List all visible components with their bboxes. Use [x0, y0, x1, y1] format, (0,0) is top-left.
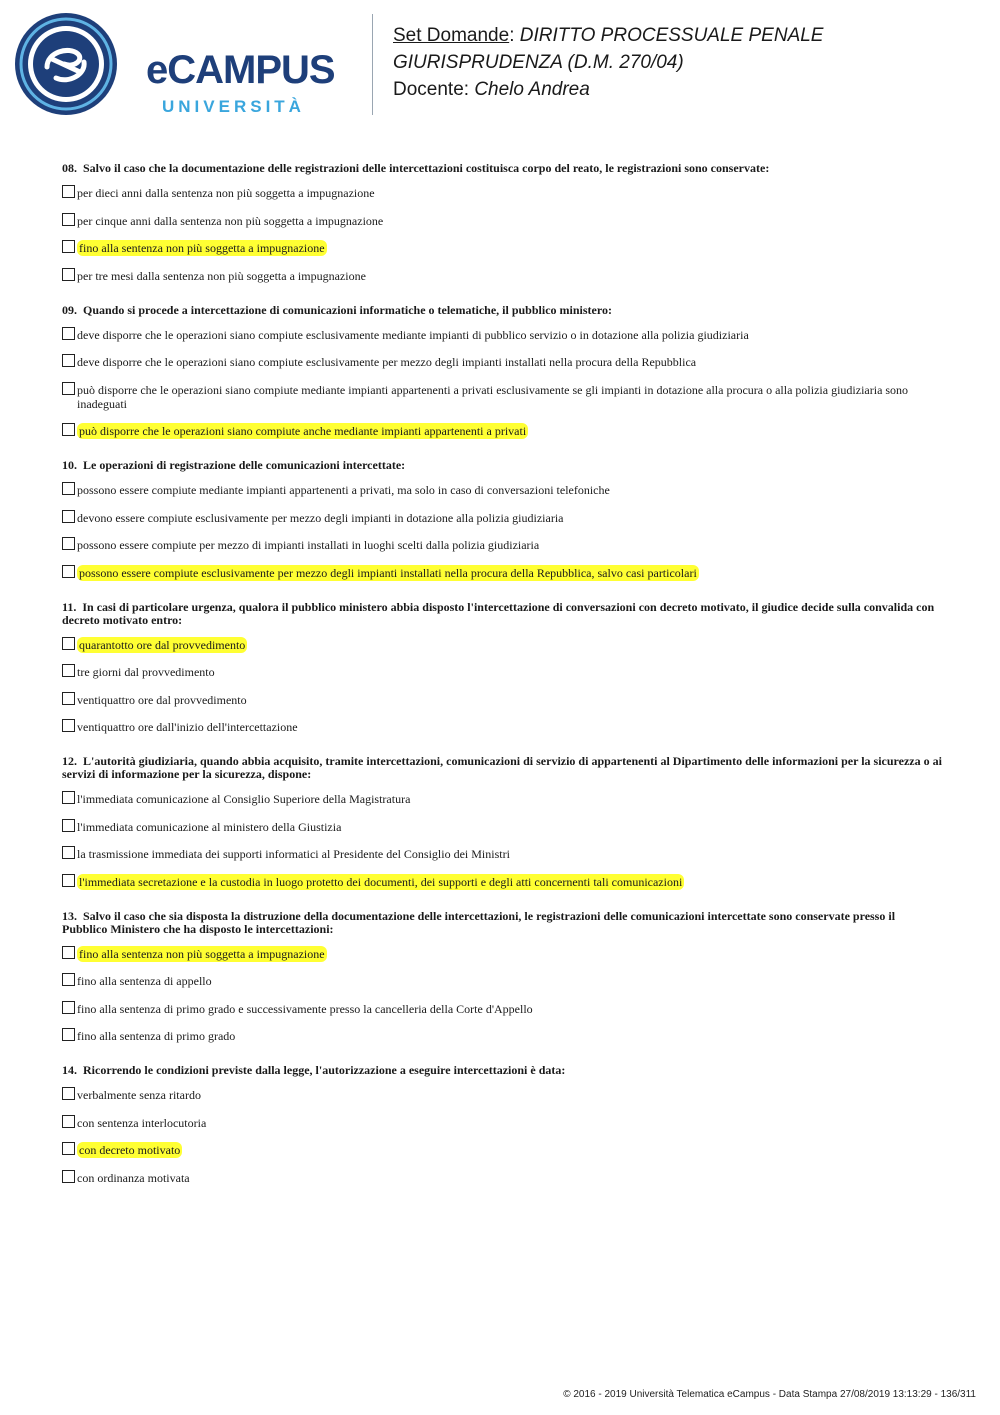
header-info [393, 22, 823, 103]
answer-label: verbalmente senza ritardo [77, 1088, 201, 1102]
answer-text [77, 1143, 942, 1157]
highlighted-answer-label: possono essere compiute esclusivamente per mezzo degli impianti installati nella procura della Repubblica, salvo casi particolari [79, 565, 697, 580]
answer-checkbox[interactable] [62, 327, 75, 340]
set-label: Set Domande [393, 25, 510, 46]
answer-checkbox[interactable] [62, 973, 75, 986]
answer-option [62, 511, 942, 525]
answer-checkbox[interactable] [62, 537, 75, 550]
set-title-line2: GIURISPRUDENZA (D.M. 270/04) [393, 52, 684, 73]
answer-text [77, 693, 942, 707]
answer-option [62, 383, 942, 411]
answer-text [77, 214, 942, 228]
set-title-line: Set Domande: DIRITTO PROCESSUALE PENALE [393, 25, 824, 46]
answer-checkbox[interactable] [62, 819, 75, 832]
question-text: Salvo il caso che sia disposta la distruzione della documentazione delle intercettazioni, le registrazioni delle comunicazioni intercettate sono conservate presso il Pubblico Ministero che ha disposto le intercettazioni: [62, 908, 896, 936]
question-text: Salvo il caso che la documentazione delle registrazioni delle intercettazioni costituisca corpo del reato, le registrazioni sono conservate: [83, 161, 770, 175]
question-title [62, 755, 942, 781]
header-divider [372, 14, 373, 115]
question-number: 09. [62, 302, 77, 317]
question-list [62, 162, 942, 1206]
question-text: In casi di particolare urgenza, qualora il pubblico ministero abbia disposto l'intercettazione di conversazioni con decreto motivato, il giudice decide sulla convalida con decreto motivato entro: [62, 599, 935, 627]
answer-text [77, 947, 942, 961]
ecampus-logo [14, 12, 359, 117]
answer-label: fino alla sentenza di primo grado e successivamente presso la cancelleria della Corte d'Appello [77, 1001, 533, 1016]
answer-option [62, 328, 942, 342]
answer-option [62, 186, 942, 200]
question-text: Quando si procede a intercettazione di comunicazioni informatiche o telematiche, il pubblico ministero: [83, 302, 612, 317]
highlighted-answer-label: fino alla sentenza non più soggetta a impugnazione [79, 241, 325, 255]
answer-checkbox[interactable] [62, 510, 75, 523]
question-title [62, 459, 942, 472]
answer-label: possono essere compiute mediante impianti appartenenti a privati, ma solo in caso di conversazioni telefoniche [77, 483, 610, 497]
question-number: 08. [62, 161, 77, 175]
answer-option [62, 483, 942, 497]
answer-text [77, 538, 942, 552]
question-block [62, 601, 942, 735]
answer-text [77, 720, 942, 734]
answer-checkbox[interactable] [62, 423, 75, 436]
answer-label: può disporre che le operazioni siano compiute mediante impianti appartenenti a privati esclusivamente se gli impianti in dotazione alla procura o alla polizia giudiziaria sono inadeguati [77, 382, 909, 411]
answer-option-correct [62, 638, 942, 652]
answer-label: per dieci anni dalla sentenza non più soggetta a impugnazione [77, 186, 375, 200]
answer-text [77, 483, 942, 497]
answer-text [77, 355, 942, 369]
answer-text [77, 1171, 942, 1185]
answer-label: devono essere compiute esclusivamente per mezzo degli impianti in dotazione alla polizia giudiziaria [77, 510, 564, 525]
question-number: 13. [62, 908, 77, 923]
answer-option [62, 538, 942, 552]
answer-label: tre giorni dal provvedimento [77, 665, 215, 679]
answer-checkbox[interactable] [62, 1142, 75, 1155]
answer-checkbox[interactable] [62, 692, 75, 705]
question-title [62, 910, 942, 936]
answer-text [77, 511, 942, 525]
question-text: L'autorità giudiziaria, quando abbia acquisito, tramite intercettazioni, comunicazioni di servizio di appartenenti al Dipartimento delle informazioni per la sicurezza o ai servizi di informazione per la sicurezza, dispone: [62, 754, 942, 781]
answer-text [77, 424, 942, 438]
answer-text [77, 875, 942, 889]
answer-text [77, 566, 942, 580]
answer-checkbox[interactable] [62, 637, 75, 650]
answer-label: l'immediata comunicazione al ministero della Giustizia [77, 819, 342, 834]
answer-option [62, 720, 942, 734]
answer-checkbox[interactable] [62, 354, 75, 367]
answer-option [62, 847, 942, 861]
answer-label: possono essere compiute per mezzo di impianti installati in luoghi scelti dalla polizia giudiziaria [77, 538, 540, 552]
answer-text [77, 820, 942, 834]
answer-text [77, 1088, 942, 1102]
answer-option [62, 1171, 942, 1185]
answer-option [62, 1116, 942, 1130]
answer-checkbox[interactable] [62, 240, 75, 253]
answer-option [62, 1002, 942, 1016]
answer-checkbox[interactable] [62, 1115, 75, 1128]
answer-checkbox[interactable] [62, 213, 75, 226]
answer-option [62, 355, 942, 369]
answer-option-correct [62, 875, 942, 889]
question-block [62, 304, 942, 439]
answer-option-correct [62, 1143, 942, 1157]
answer-option [62, 214, 942, 228]
answer-checkbox[interactable] [62, 482, 75, 495]
answer-label: deve disporre che le operazioni siano compiute esclusivamente per mezzo degli impianti installati nella procura della Repubblica [77, 355, 697, 369]
answer-text [77, 974, 942, 988]
highlighted-answer-label: l'immediata secretazione e la custodia in luogo protetto dei documenti, dei supporti e degli atti concernenti tali comunicazioni [79, 874, 683, 889]
answer-checkbox[interactable] [62, 874, 75, 887]
answer-checkbox[interactable] [62, 565, 75, 578]
answer-option [62, 1088, 942, 1102]
page-footer: © 2016 - 2019 Università Telematica eCampus - Data Stampa 27/08/2019 13:13:29 - 136/311 [563, 1389, 976, 1400]
highlighted-answer-label: quarantotto ore dal provvedimento [79, 637, 246, 652]
university-seal-icon [14, 12, 118, 116]
question-text: Ricorrendo le condizioni previste dalla legge, l'autorizzazione a eseguire intercettazioni è data: [83, 1063, 566, 1077]
answer-text [77, 665, 942, 679]
answer-text [77, 638, 942, 652]
logo-wordmark: eCAMPUS [146, 48, 335, 92]
question-number: 12. [62, 754, 77, 768]
answer-label: deve disporre che le operazioni siano compiute esclusivamente mediante impianti di pubblico servizio o in dotazione alla polizia giudiziaria [77, 327, 749, 342]
answer-text [77, 847, 942, 861]
answer-option [62, 974, 942, 988]
answer-checkbox[interactable] [62, 1087, 75, 1100]
set-title-line1: DIRITTO PROCESSUALE PENALE [519, 25, 824, 46]
docente-name: Chelo Andrea [474, 79, 590, 100]
answer-text [77, 328, 942, 342]
question-block [62, 910, 942, 1044]
answer-option-correct [62, 241, 942, 255]
answer-checkbox[interactable] [62, 791, 75, 804]
answer-checkbox[interactable] [62, 382, 75, 395]
answer-option-correct [62, 566, 942, 580]
answer-label: per cinque anni dalla sentenza non più soggetta a impugnazione [77, 213, 384, 228]
answer-label: la trasmissione immediata dei supporti informatici al Presidente del Consiglio dei Ministri [77, 847, 510, 861]
question-block [62, 755, 942, 889]
docente-label: Docente: [393, 79, 470, 100]
question-title [62, 304, 942, 317]
answer-label: con sentenza interlocutoria [77, 1115, 207, 1130]
question-block [62, 1064, 942, 1185]
answer-text [77, 186, 942, 200]
question-title [62, 162, 942, 175]
question-number: 14. [62, 1063, 77, 1077]
question-block [62, 459, 942, 580]
answer-checkbox[interactable] [62, 664, 75, 677]
answer-checkbox[interactable] [62, 1170, 75, 1183]
answer-option [62, 1029, 942, 1043]
docente-line [393, 76, 823, 103]
answer-option [62, 792, 942, 806]
highlighted-answer-label: fino alla sentenza non più soggetta a impugnazione [79, 946, 325, 961]
logo-subtitle: UNIVERSITÀ [162, 97, 305, 116]
answer-text [77, 241, 942, 255]
answer-option [62, 820, 942, 834]
question-text: Le operazioni di registrazione delle comunicazioni intercettate: [83, 458, 406, 472]
highlighted-answer-label: con decreto motivato [79, 1143, 181, 1157]
answer-text [77, 269, 942, 283]
answer-label: l'immediata comunicazione al Consiglio Superiore della Magistratura [77, 792, 411, 806]
answer-checkbox[interactable] [62, 185, 75, 198]
answer-checkbox[interactable] [62, 719, 75, 732]
answer-checkbox[interactable] [62, 946, 75, 959]
answer-checkbox[interactable] [62, 268, 75, 281]
answer-option-correct [62, 424, 942, 438]
question-block [62, 162, 942, 283]
question-number: 11. [62, 599, 77, 614]
answer-option [62, 665, 942, 679]
answer-text [77, 1002, 942, 1016]
answer-checkbox[interactable] [62, 1001, 75, 1014]
answer-text [77, 1029, 942, 1043]
answer-text [77, 792, 942, 806]
answer-label: fino alla sentenza di appello [77, 974, 212, 988]
answer-label: ventiquattro ore dal provvedimento [77, 692, 247, 707]
answer-label: con ordinanza motivata [77, 1170, 190, 1185]
highlighted-answer-label: può disporre che le operazioni siano compiute anche mediante impianti appartenenti a privati [79, 424, 527, 438]
answer-checkbox[interactable] [62, 1028, 75, 1041]
answer-label: per tre mesi dalla sentenza non più soggetta a impugnazione [77, 268, 366, 283]
question-title [62, 601, 942, 627]
answer-label: ventiquattro ore dall'inizio dell'intercettazione [77, 720, 298, 734]
question-number: 10. [62, 458, 77, 472]
answer-option [62, 693, 942, 707]
question-title [62, 1064, 942, 1077]
answer-text [77, 383, 942, 411]
answer-option [62, 269, 942, 283]
answer-option-correct [62, 947, 942, 961]
answer-text [77, 1116, 942, 1130]
answer-checkbox[interactable] [62, 846, 75, 859]
answer-label: fino alla sentenza di primo grado [77, 1029, 236, 1043]
